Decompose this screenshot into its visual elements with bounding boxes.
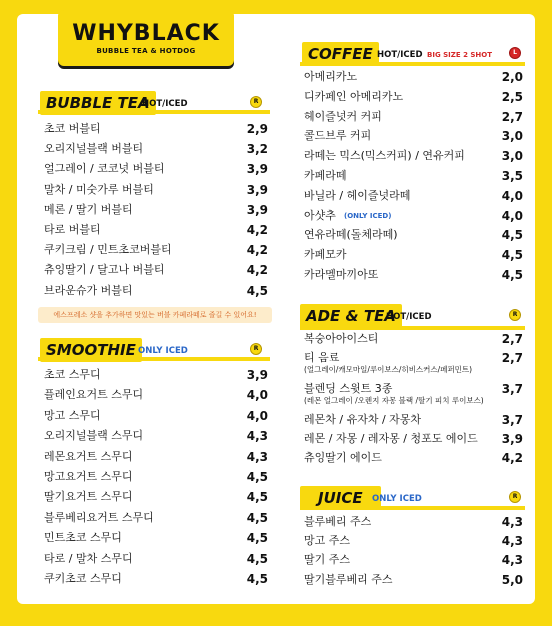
menu-item-name: 복숭아아이스티	[304, 332, 379, 345]
menu-item	[304, 550, 523, 570]
menu-item	[304, 265, 523, 285]
menu-item	[44, 487, 268, 507]
menu-item-name: 메론 / 딸기 버블티	[44, 202, 133, 216]
menu-item-name: 망고 주스	[304, 534, 351, 548]
menu-item	[44, 159, 268, 179]
size-r-icon: R	[250, 343, 262, 355]
brand-logo	[58, 10, 234, 66]
menu-item-price: 4,5	[246, 531, 268, 546]
menu-item	[304, 512, 523, 532]
menu-item-price: 3,0	[501, 129, 523, 144]
menu-item-price: 4,5	[501, 228, 523, 243]
menu-item-price: 3,2	[246, 142, 268, 157]
menu-item	[44, 200, 268, 220]
menu-item	[304, 166, 523, 186]
menu-item-name: 쿠키크림 / 민트초코버블티	[44, 243, 172, 257]
menu-item	[304, 245, 523, 265]
menu-item	[44, 220, 268, 240]
menu-item-price: 5,0	[501, 572, 523, 587]
menu-item-name: 타로 / 말차 스무디	[44, 551, 133, 565]
menu-item	[304, 225, 523, 245]
menu-item	[304, 146, 523, 166]
menu-item-price: 4,5	[246, 572, 268, 586]
coffee-tag: HOT/ICED	[377, 50, 423, 60]
menu-item-price: 4,3	[246, 449, 268, 464]
menu-item-name: 말차 / 미숫가루 버블티	[44, 182, 154, 196]
menu-item-name: 아샷추	[304, 208, 336, 222]
menu-item-price: 4,2	[246, 263, 268, 278]
menu-item-price: 3,9	[246, 162, 268, 177]
menu-item-name: 딸기블루베리 주스	[304, 572, 393, 586]
menu-item-price: 4,3	[501, 534, 523, 549]
menu-item-price: 4,3	[246, 429, 268, 444]
menu-item-price: 3,9	[501, 432, 523, 446]
menu-item	[44, 426, 268, 446]
menu-item-price: 2,9	[246, 122, 268, 136]
menu-item-name: 바닐라 / 헤이즐넛라떼	[304, 188, 411, 202]
menu-item	[304, 87, 523, 107]
menu-item-name: 망고요거트 스무디	[44, 470, 133, 483]
menu-item-name: 카라멜마끼아또	[304, 268, 379, 281]
menu-item-price: 3,5	[501, 169, 523, 183]
bubble-tea-tag: HOT/ICED	[142, 99, 188, 109]
menu-item	[44, 447, 268, 467]
menu-item-price: 4,0	[246, 408, 268, 423]
menu-item-name: 츄잉딸기 / 달고나 버블티	[44, 263, 165, 277]
menu-item-name: 연유라떼(돌체라떼)	[304, 228, 398, 242]
menu-item	[304, 329, 523, 349]
menu-item-name: 오리지널블랙 스무디	[44, 429, 144, 443]
menu-item-price: 4,0	[501, 188, 523, 203]
menu-item-price: 4,5	[246, 551, 268, 566]
menu-item-name: 초코 버블티	[44, 122, 101, 135]
menu-item-name: 아메리카노	[304, 70, 358, 83]
menu-item-name: 티 음료	[304, 351, 340, 364]
menu-item	[44, 385, 268, 405]
menu-item-name: 블렌딩 스윗트 3종	[304, 382, 393, 395]
size-r-icon: R	[509, 491, 521, 503]
menu-item-price: 4,2	[501, 451, 523, 465]
bubble-tea-note: 에스프레소 샷을 추가하면 맛있는 버블 카페라떼로 즐길 수 있어요!	[38, 307, 272, 323]
menu-item-price: 2,5	[501, 89, 523, 104]
menu-item	[44, 365, 268, 385]
menu-item-price: 4,0	[501, 208, 523, 223]
menu-item	[304, 126, 523, 146]
menu-item-price: 3,9	[246, 368, 268, 382]
menu-item-name: 얼그레이 / 코코넛 버블티	[44, 162, 165, 176]
menu-item-price: 2,7	[501, 332, 523, 346]
menu-item-price: 3,7	[501, 382, 523, 396]
menu-item-name: 라떼는 믹스(믹스커피) / 연유커피	[304, 149, 465, 163]
menu-item-name: 레몬 / 자몽 / 레자몽 / 청포도 에이드	[304, 432, 478, 445]
brand-tagline: BUBBLE TEA & HOTDOG	[96, 47, 196, 55]
menu-item-name: 레몬차 / 유자차 / 자몽차	[304, 413, 422, 426]
menu-item	[304, 67, 523, 87]
menu-item	[44, 467, 268, 487]
ade-tea-tag: HOT/ICED	[386, 312, 432, 322]
coffee-size-tag: BIG SIZE 2 SHOT	[427, 51, 492, 59]
menu-item-name: 콜드브루 커피	[304, 129, 372, 143]
juice-tag: ONLY ICED	[372, 494, 422, 504]
menu-item-name: 블루베리요거트 스무디	[44, 510, 154, 524]
menu-item-price: 2,0	[501, 70, 523, 84]
menu-item	[44, 549, 268, 569]
size-l-icon: L	[509, 47, 521, 59]
menu-item	[304, 570, 523, 590]
menu-item	[44, 240, 268, 260]
menu-item-name: 딸기 주스	[304, 553, 351, 567]
size-r-icon: R	[509, 309, 521, 321]
menu-item-name: 플레인요거트 스무디	[44, 388, 144, 402]
menu-item-price: 4,5	[246, 510, 268, 525]
menu-item-price: 4,5	[501, 248, 523, 263]
menu-item-price: 4,5	[501, 268, 523, 282]
bubble-tea-title: BUBBLE TEA	[40, 91, 156, 115]
smoothie-tag: ONLY ICED	[138, 346, 188, 356]
menu-item-name: 쿠키초코 스무디	[44, 572, 122, 585]
menu-item-name: 망고 스무디	[44, 408, 101, 422]
menu-item-name: 카페모카	[304, 248, 347, 262]
menu-item	[304, 186, 523, 206]
menu-item-name: 디카페인 아메리카노	[304, 89, 404, 103]
menu-item-name: 오리지널블랙 버블티	[44, 142, 144, 156]
menu-item-price: 3,9	[246, 202, 268, 217]
menu-item-description: (레몬 얼그레이 /오렌지 자몽 블랙 /딸기 피치 루이보스)	[304, 396, 484, 405]
menu-item-name: 초코 스무디	[44, 368, 101, 381]
menu-item-price: 2,7	[501, 109, 523, 124]
menu-item	[44, 281, 268, 301]
menu-item-name: 츄잉딸기 에이드	[304, 451, 382, 464]
menu-item-price: 4,5	[246, 490, 268, 505]
menu-item-price: 3,0	[501, 149, 523, 164]
ade-tea-title: ADE & TEA	[300, 304, 402, 328]
menu-item-price: 4,3	[501, 515, 523, 529]
menu-item-price: 4,2	[246, 243, 268, 258]
menu-item	[44, 569, 268, 589]
menu-item-description: (얼그레이/캐모마일/루이보스/히비스커스/페퍼민트)	[304, 365, 473, 374]
menu-item	[304, 448, 523, 468]
menu-item-name: 헤이즐넛커 커피	[304, 109, 382, 123]
menu-item-note: (ONLY ICED)	[344, 211, 392, 220]
menu-item-name: 레몬요거트 스무디	[44, 449, 133, 463]
menu-item	[44, 180, 268, 200]
menu-item	[44, 508, 268, 528]
menu-item-price: 4,0	[246, 388, 268, 403]
menu-item	[44, 119, 268, 139]
menu-item	[44, 260, 268, 280]
menu-item	[304, 206, 523, 226]
size-r-icon: R	[250, 96, 262, 108]
menu-item-name: 딸기요거트 스무디	[44, 490, 133, 504]
menu-item-price: 3,9	[246, 182, 268, 197]
coffee-title: COFFEE	[302, 42, 379, 66]
brand-name: WHYBLACK	[72, 21, 220, 46]
menu-item-price: 4,5	[246, 470, 268, 484]
menu-item	[304, 531, 523, 551]
menu-item-name: 카페라떼	[304, 169, 347, 182]
menu-item-name: 타로 버블티	[44, 223, 101, 236]
juice-title: JUICE	[300, 486, 381, 510]
menu-item-price: 4,2	[246, 223, 268, 237]
menu-item-price: 2,7	[501, 351, 523, 365]
menu-item-price: 4,3	[501, 553, 523, 568]
menu-item-name: 브라운슈가 버블티	[44, 283, 133, 297]
menu-item-name: 블루베리 주스	[304, 515, 372, 528]
menu-item	[44, 528, 268, 548]
menu-item	[304, 410, 523, 430]
menu-item	[304, 107, 523, 127]
menu-item-price: 4,5	[246, 283, 268, 298]
smoothie-title: SMOOTHIE	[40, 338, 142, 362]
menu-item	[44, 139, 268, 159]
menu-item-price: 3,7	[501, 413, 523, 427]
menu-item	[304, 429, 523, 449]
menu-item-name: 민트초코 스무디	[44, 531, 122, 545]
menu-item	[44, 406, 268, 426]
